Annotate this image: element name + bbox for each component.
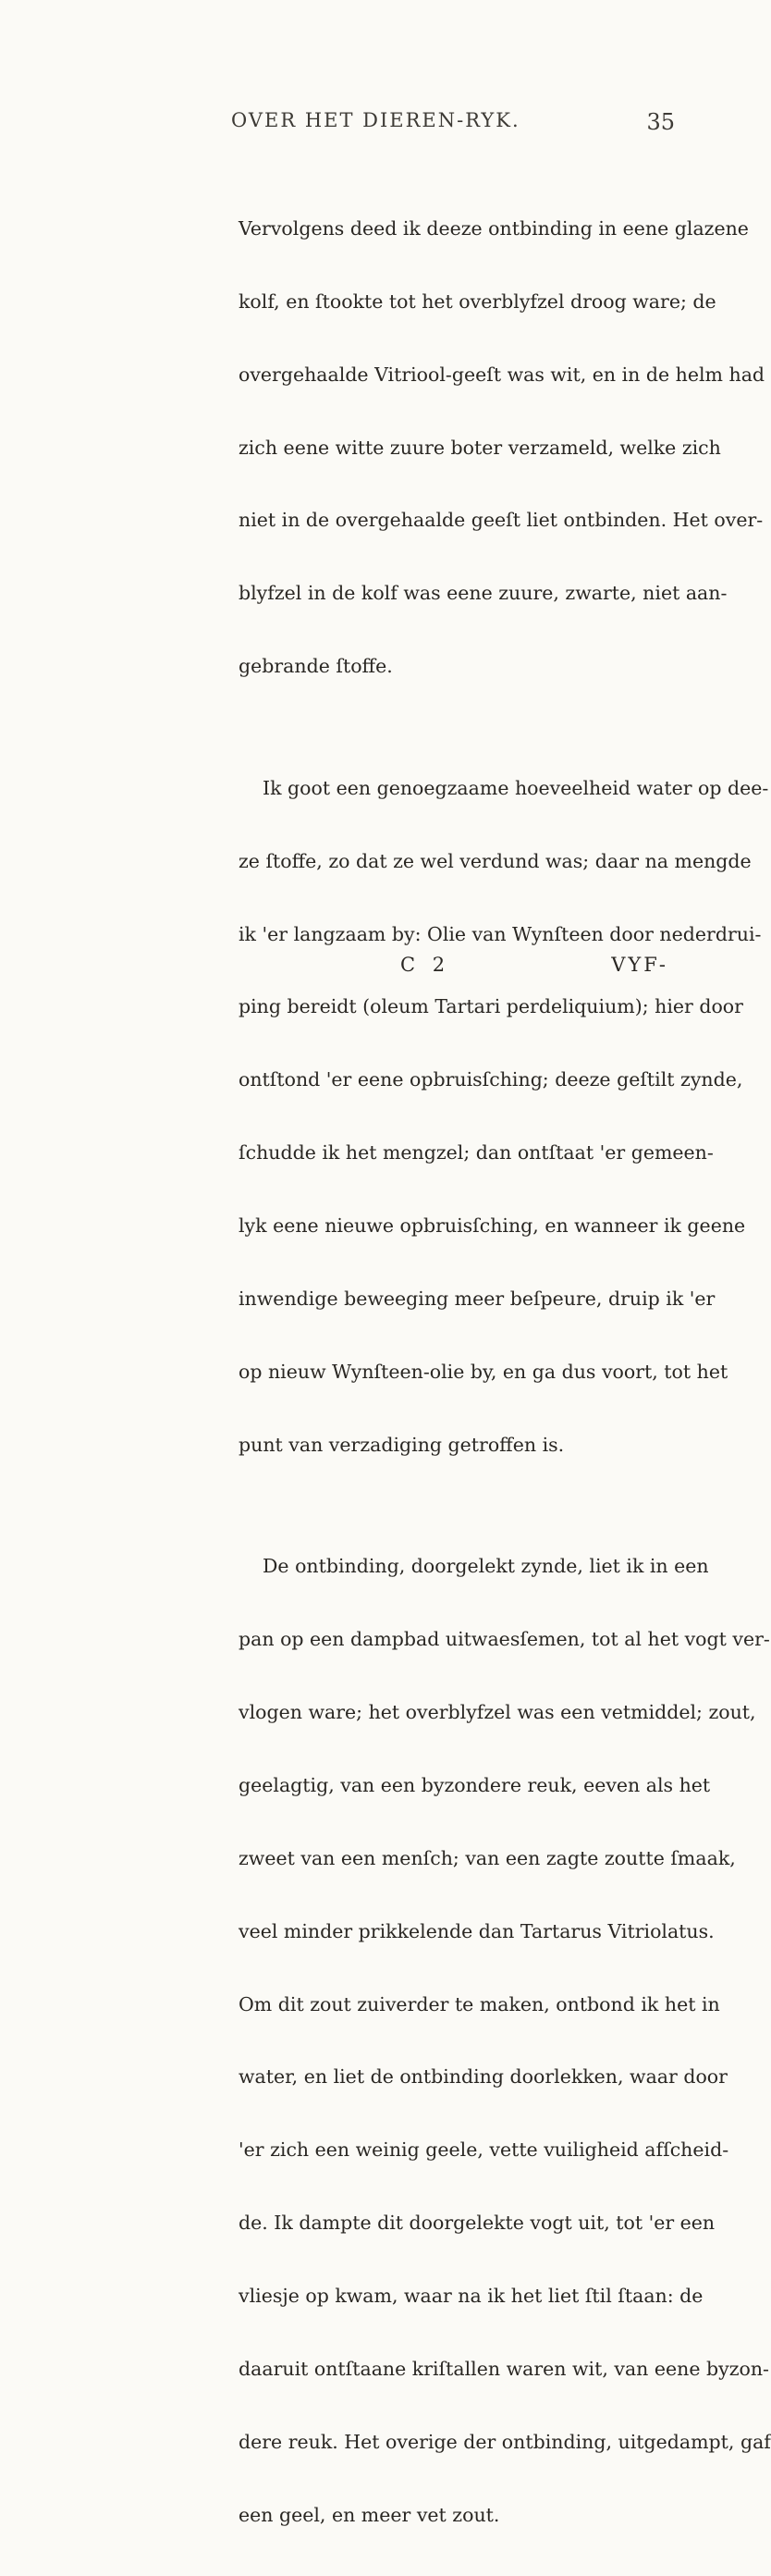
text-line: overgehaalde Vitriool-geeſt was wit, en in de helm had — [239, 363, 765, 386]
text-line: blyfzel in de kolf was eene zuure, zwarte, niet aan- — [239, 582, 728, 605]
text-line: de. Ik dampte dit doorgelekte vogt uit, tot 'er een — [239, 2212, 716, 2235]
text-line: niet in de overgehaalde geeſt liet ontbinden. Het over- — [239, 509, 764, 532]
text-line: lyk eene nieuwe opbruisſching, en wanneer ik geene — [239, 1214, 746, 1238]
text-line: Om dit zout zuiverder te maken, ontbond ik het in — [239, 1992, 720, 2015]
text-line: kolf, en ſtookte tot het overblyfzel droog ware; de — [239, 290, 716, 313]
text-line: ik 'er langzaam by: Olie van Wynſteen door nederdrui- — [239, 922, 762, 945]
text-line: gebrande ſtoffe. — [239, 655, 393, 678]
text-line: Ik goot een genoegzaame hoeveelheid water op dee- — [263, 776, 769, 799]
text-line: vlogen ware; het overblyfzel was een vetmiddel; zout, — [239, 1701, 756, 1723]
text-line: punt van verzadiging getroffen is. — [239, 1433, 565, 1456]
text-line: op nieuw Wynſteen-olie by, en ga dus voort, tot het — [239, 1360, 728, 1383]
text-line: De ontbinding, doorgelekt zynde, liet ik in een — [263, 1555, 709, 1578]
text-line: dere reuk. Het overige der ontbinding, uitgedampt, gaf — [239, 2430, 771, 2453]
text-line: ontſtond 'er eene opbruisſching; deeze geſtilt zynde, — [239, 1068, 743, 1091]
text-line: geelagtig, van een byzondere reuk, eeven als het — [239, 1773, 711, 1796]
text-line: water, en liet de ontbinding doorlekken, waar door — [239, 2065, 728, 2089]
text-line: daaruit ontſtaane kriſtallen waren wit, van eene byzon- — [239, 2358, 769, 2381]
text-line: pan op een dampbad uitwaesſemen, tot al het vogt ver- — [239, 1628, 770, 1651]
text-line: veel minder prikkelende dan Tartarus Vitriolatus. — [239, 1919, 715, 1942]
text-line: vliesje op kwam, waar na ik het liet ſtil ſtaan: de — [239, 2285, 704, 2308]
text-line: zweet van een menſch; van een zagte zoutte ſmaak, — [239, 1846, 736, 1869]
text-line: Vervolgens deed ik deeze ontbinding in eene glazene — [239, 216, 749, 240]
running-head — [231, 109, 675, 137]
text-line: 'er zich een weinig geele, vette vuiligheid afſcheid- — [239, 2138, 729, 2162]
text-line: inwendige beweeging meer beſpeure, druip ik 'er — [239, 1287, 716, 1310]
text-line: ping bereidt (oleum Tartari perdeliquium); hier door — [239, 995, 743, 1018]
running-title: OVER HET DIEREN-RYK. — [231, 109, 520, 131]
signature-mark: C 2 — [400, 954, 451, 976]
text-line: een geel, en meer vet zout. — [239, 2503, 500, 2526]
text-line: ze ſtoffe, zo dat ze wel verdund was; daar na mengde — [239, 849, 752, 872]
text-line: ſchudde ik het mengzel; dan ontſtaat 'er gemeen- — [239, 1141, 714, 1165]
page-number: 35 — [646, 109, 675, 135]
body-text — [239, 143, 771, 2576]
catchword: VYF- — [611, 954, 668, 976]
text-line: zich eene witte zuure boter verzameld, welke zich — [239, 436, 721, 459]
page-footer — [400, 954, 668, 980]
